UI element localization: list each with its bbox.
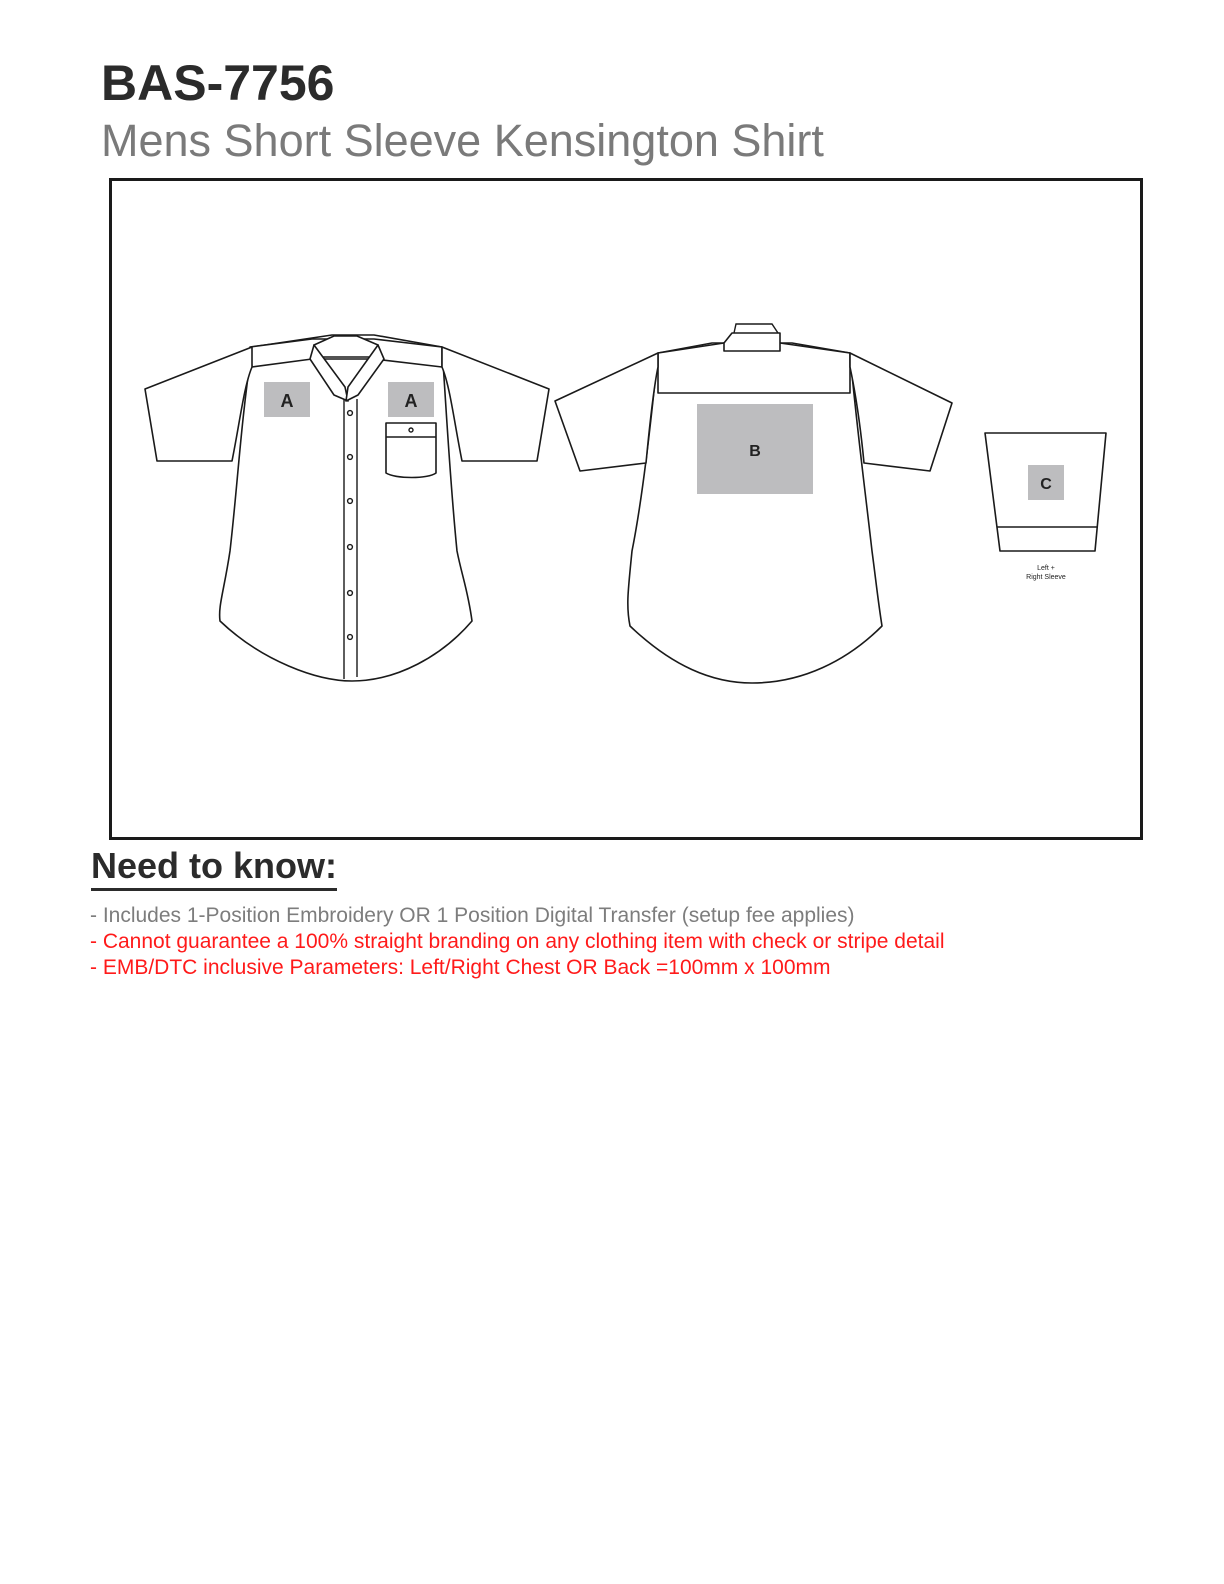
sleeve-caption-line2: Right Sleeve <box>1026 574 1066 581</box>
back-shirt <box>555 324 952 683</box>
shirt-illustration <box>112 181 1140 837</box>
zone-label-a-left: A <box>280 391 294 411</box>
print-zone-back <box>697 404 813 494</box>
need-to-know-heading: Need to know: <box>91 848 337 891</box>
note-check-stripe-warning: - Cannot guarantee a 100% straight branding on any clothing item with check or stripe detail <box>90 930 945 953</box>
product-code: BAS-7756 <box>101 55 335 111</box>
need-to-know-list <box>90 903 945 981</box>
print-zone-right-chest <box>388 382 434 417</box>
note-embroidery-options: - Includes 1-Position Embroidery OR 1 Position Digital Transfer (setup fee applies) <box>90 904 855 927</box>
print-zone-left-chest <box>264 382 310 417</box>
sleeve-detail <box>985 433 1106 581</box>
front-shirt <box>145 335 549 681</box>
decoration-diagram <box>109 178 1143 840</box>
product-name: Mens Short Sleeve Kensington Shirt <box>101 115 824 166</box>
print-zone-sleeve <box>1028 465 1064 500</box>
zone-label-b: B <box>749 443 761 460</box>
zone-label-c: C <box>1040 476 1052 493</box>
sleeve-caption-line1: Left + <box>1037 565 1055 572</box>
zone-label-a-right: A <box>404 391 418 411</box>
note-branding-parameters: - EMB/DTC inclusive Parameters: Left/Right Chest OR Back =100mm x 100mm <box>90 956 831 979</box>
